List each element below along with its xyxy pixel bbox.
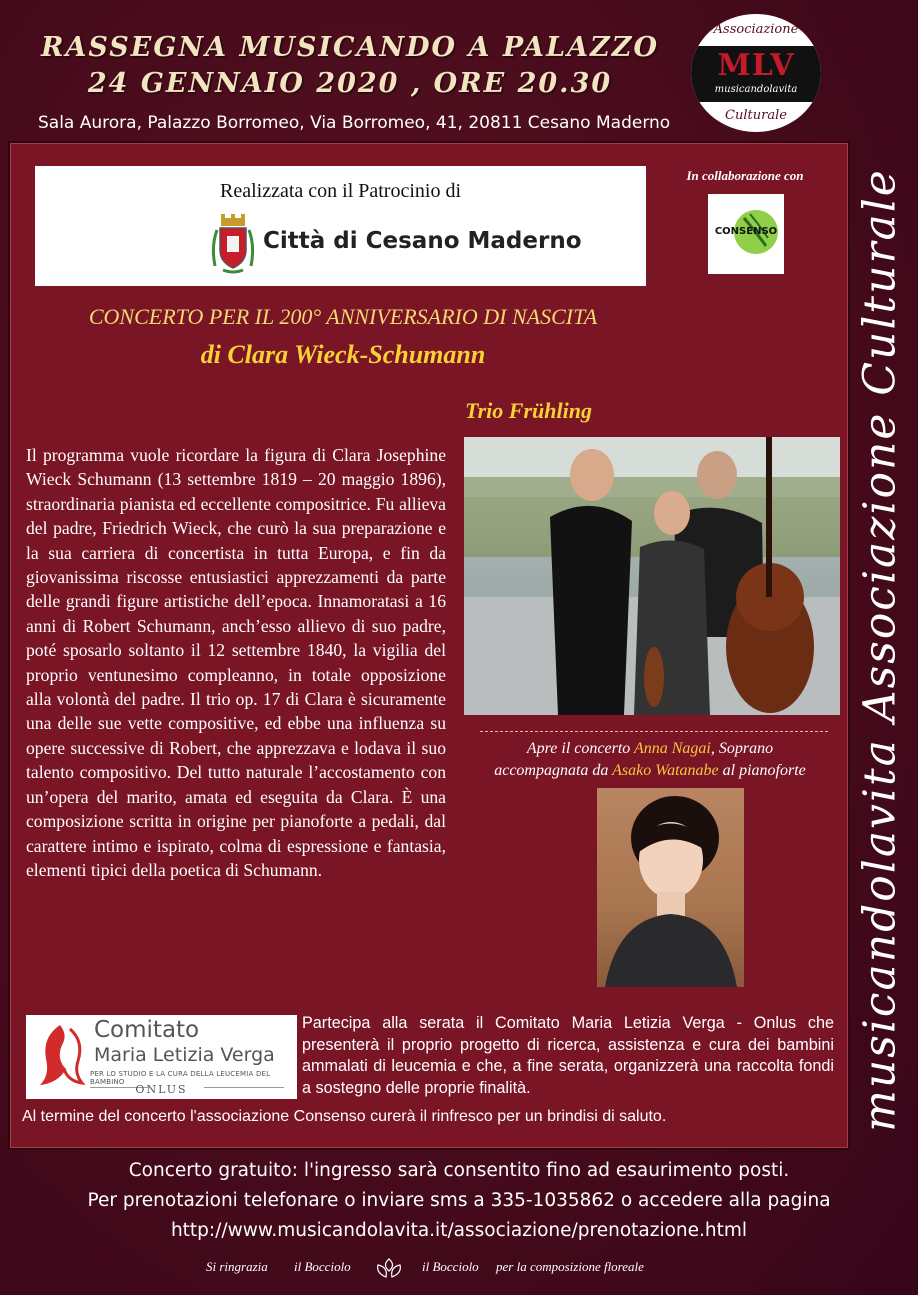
pianist-role: al pianoforte xyxy=(718,762,806,779)
concert-honoree: di Clara Wieck-Schumann xyxy=(200,340,486,369)
trio-photo xyxy=(464,437,840,715)
comitato-logo-line4: ONLUS xyxy=(135,1083,188,1096)
soprano-role: , Soprano xyxy=(710,740,774,757)
event-venue: Sala Aurora, Palazzo Borromeo, Via Borromeo, 41, 20811 Cesano Maderno xyxy=(38,113,671,133)
event-title xyxy=(30,30,670,102)
comitato-description: Partecipa alla serata il Comitato Maria Letizia Verga - Onlus che presenterà il proprio progetto di ricerca, assistenza e cura dei bambini ammalati di leucemia e che, a fine serata, organizzerà una raccolta fondi a sostegno delle proprie finalità. xyxy=(302,1014,834,1097)
collaboration-label: In collaborazione con xyxy=(686,168,804,183)
mlv-logo-bottom: Culturale xyxy=(725,108,787,123)
thanks-sponsor-2: il Bocciolo xyxy=(422,1259,479,1274)
trio-name: Trio Frühling xyxy=(465,398,592,423)
side-vertical-text xyxy=(854,168,906,1132)
patronage-box xyxy=(35,166,646,286)
accomp-prefix: accompagnata da xyxy=(494,762,613,779)
event-datetime: 24 GENNAIO 2020 , ORE 20.30 xyxy=(87,68,613,99)
flower-logo-icon xyxy=(366,1255,412,1281)
thanks-prefix: Si ringrazia xyxy=(206,1259,268,1274)
pianist-name: Asako Watanabe xyxy=(612,762,719,779)
opener-line2 xyxy=(462,760,838,782)
mlv-logo-mark: MLV xyxy=(717,48,795,83)
footer-booking: Per prenotazioni telefonare o inviare sms a 335-1035862 o accedere alla pagina xyxy=(87,1190,831,1211)
comitato-logo-line2: Maria Letizia Verga xyxy=(94,1044,275,1066)
closing-note: Al termine del concerto l'associazione Consenso curerà il rinfresco per un brindisi di saluto. xyxy=(22,1108,667,1125)
comitato-logo-line1: Comitato xyxy=(94,1017,200,1043)
patronage-label: Realizzata con il Patrocinio di xyxy=(219,180,462,202)
footer-free-entry: Concerto gratuito: l'ingresso sarà consentito fino ad esaurimento posti. xyxy=(128,1160,790,1181)
footer-booking-link[interactable]: http://www.musicandolavita.it/associazione/prenotazione.html xyxy=(170,1220,748,1241)
consenso-logo xyxy=(708,194,784,274)
soprano-photo-figure xyxy=(597,788,744,987)
comitato-logo xyxy=(26,1015,297,1099)
opener-credits xyxy=(462,738,838,782)
thanks-suffix: per la composizione floreale xyxy=(496,1259,644,1274)
divider-dashed xyxy=(480,731,828,732)
mlv-logo xyxy=(691,14,821,132)
soprano-photo xyxy=(597,788,744,987)
opener-line1 xyxy=(462,738,838,760)
side-vertical-label: musicandolavita Associazione Culturale xyxy=(854,168,906,1132)
concert-title: CONCERTO PER IL 200° ANNIVERSARIO DI NASCITA xyxy=(88,304,598,329)
opener-prefix: Apre il concerto xyxy=(526,740,634,757)
mlv-logo-top: Associazione xyxy=(713,22,799,37)
soprano-name: Anna Nagai xyxy=(633,740,711,757)
program-description: Il programma vuole ricordare la figura di Clara Josephine Wieck Schumann (13 settembre 1819 – 20 maggio 1896), straordinaria pianista ed eccellente compositrice. Fu allieva del padre, Friedrich Wieck, che curò la sua preparazione e la sua carriera di concertista in tutta Europa, e fin da giovanissima riscosse entusiastici apprezzamenti da parte delle grandi figure artistiche dell’epoca. Innamoratasi a 16 anni di Robert Schumann, anch’esso allievo di suo padre, poté sposarlo soltanto il 12 settembre 1840, la vigilia del proprio ventunesimo compleanno, in totale opposizione alla volontà del padre. Il trio op. 17 di Clara è sicuramente una delle sue vette compositive, ed ebbe una influenza su opere successive di Robert, che apprezzava e lodava il suo talento compositivo. Del tutto naturale l’accostamento con un’opera del marito, amata ed eseguita da Clara. È una composizione scritta in origine per pianoforte a pedali, dal carattere intimo e ispirato, colma di espressione e fantasia, elementi tipici della poetica di Schumann. xyxy=(26,445,446,880)
footer-thanks xyxy=(0,1255,918,1281)
event-series-title: RASSEGNA MUSICANDO A PALAZZO xyxy=(41,32,659,63)
thanks-sponsor-1: il Bocciolo xyxy=(294,1259,351,1274)
trio-photo-figures xyxy=(464,437,840,715)
comitato-logo-line3: PER LO STUDIO E LA CURA DELLA LEUCEMIA DEL BAMBINO xyxy=(90,1070,271,1086)
consenso-logo-word: CONSENSO xyxy=(714,226,778,237)
city-crest-icon xyxy=(209,210,257,276)
patronage-city: Città di Cesano Maderno xyxy=(263,228,582,254)
mlv-logo-sub: musicandolavita xyxy=(714,84,798,95)
